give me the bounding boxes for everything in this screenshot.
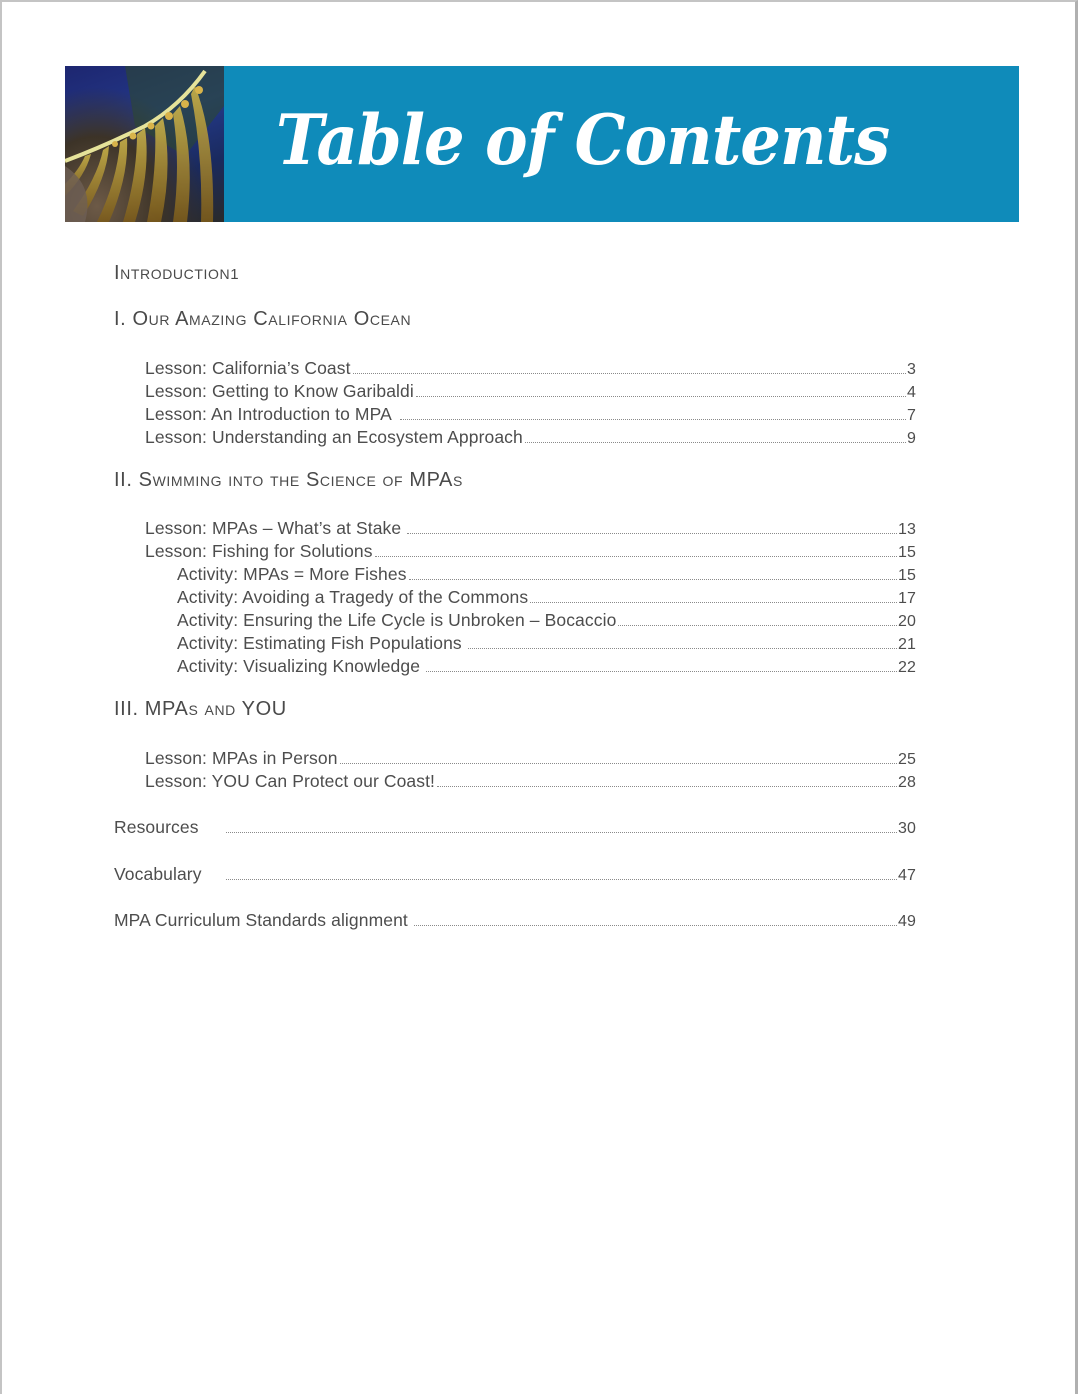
toc-entry-standards-alignment[interactable]: [114, 910, 916, 931]
toc-page-number: 47: [898, 867, 916, 884]
toc-entry-label: Lesson: Understanding an Ecosystem Approach: [145, 427, 523, 447]
dot-leader: [353, 372, 906, 374]
toc-page-number: 49: [898, 913, 916, 930]
toc-page-number: 3: [907, 361, 916, 378]
dot-leader: [416, 395, 906, 397]
dot-leader: [437, 785, 897, 787]
toc-entry-introduction[interactable]: [114, 262, 916, 285]
toc-entry-label: Lesson: MPAs in Person: [145, 748, 338, 768]
toc-page-number: 25: [898, 751, 916, 768]
dot-leader: [375, 555, 897, 557]
toc-entry[interactable]: [145, 427, 916, 448]
dot-leader: [226, 878, 897, 880]
dot-leader: [426, 670, 897, 672]
toc-entry-label: MPA Curriculum Standards alignment: [114, 910, 408, 930]
toc-entry[interactable]: [145, 748, 916, 769]
toc-entry-label: Lesson: Fishing for Solutions: [145, 541, 373, 561]
toc-entry-label: Resources: [114, 817, 199, 837]
toc-entry-label: Lesson: An Introduction to MPA: [145, 404, 392, 424]
dot-leader: [226, 831, 897, 833]
toc-page-number: 9: [907, 430, 916, 447]
kelp-photo: [65, 66, 224, 222]
toc-page-number: 7: [907, 407, 916, 424]
dot-leader: [525, 441, 906, 443]
toc-entry-resources[interactable]: [114, 817, 916, 838]
title-area: [224, 66, 1019, 222]
title-banner: [65, 66, 1019, 222]
dot-leader: [468, 647, 897, 649]
toc-entry-label: Introduction: [114, 262, 231, 284]
toc-entry[interactable]: [177, 656, 916, 677]
toc-entry-vocabulary[interactable]: [114, 864, 916, 885]
toc-entry[interactable]: [145, 381, 916, 402]
section-heading-3[interactable]: III. MPAs and YOU: [114, 698, 287, 720]
toc-entry-label: Lesson: California’s Coast: [145, 358, 351, 378]
toc-entry[interactable]: [177, 564, 916, 585]
toc-entry[interactable]: [177, 610, 916, 631]
toc-entry-label: Vocabulary: [114, 864, 202, 884]
toc-page-number: 15: [898, 567, 916, 584]
toc-page-number: 17: [898, 590, 916, 607]
toc-entry-label: Activity: Visualizing Knowledge: [177, 656, 421, 676]
toc-entry-label: Activity: Ensuring the Life Cycle is Unbroken – Bocaccio: [177, 610, 617, 630]
toc-entry[interactable]: [145, 404, 916, 425]
toc-page-number: 28: [898, 774, 916, 791]
section-heading-2[interactable]: II. Swimming into the Science of MPAs: [114, 469, 463, 491]
toc-page-number: 21: [898, 636, 916, 653]
dot-leader: [409, 578, 897, 580]
toc-entry-label: Lesson: YOU Can Protect our Coast!: [145, 771, 436, 791]
section-heading-1[interactable]: I. Our Amazing California Ocean: [114, 308, 412, 330]
dot-leader: [407, 532, 897, 534]
dot-leader: [618, 624, 897, 626]
toc-entry-label: Activity: Estimating Fish Populations: [177, 633, 462, 653]
toc-entry[interactable]: [145, 771, 916, 792]
toc-entry-label: Activity: Avoiding a Tragedy of the Commons: [177, 587, 529, 607]
toc-page-number: 30: [898, 820, 916, 837]
toc-page-number: 1: [230, 266, 240, 283]
kelp-illustration-icon: [65, 66, 224, 222]
page-title: Table of Contents: [276, 100, 890, 182]
toc-entry-label: Activity: MPAs = More Fishes: [177, 564, 407, 584]
dot-leader: [530, 601, 897, 603]
dot-leader: [414, 924, 897, 926]
toc-entry[interactable]: [145, 358, 916, 379]
toc-page-number: 4: [907, 384, 916, 401]
toc-page-number: 22: [898, 659, 916, 676]
toc-page-number: 13: [898, 521, 916, 538]
toc-page-number: 15: [898, 544, 916, 561]
toc-entry-label: Lesson: Getting to Know Garibaldi: [145, 381, 414, 401]
toc-entry[interactable]: [177, 587, 916, 608]
toc-entry[interactable]: [177, 633, 916, 654]
toc-entry-label: Lesson: MPAs – What’s at Stake: [145, 518, 402, 538]
toc-entry[interactable]: [145, 541, 916, 562]
toc-entry[interactable]: [145, 518, 916, 539]
dot-leader: [400, 418, 906, 420]
toc-page-number: 20: [898, 613, 916, 630]
dot-leader: [340, 762, 897, 764]
